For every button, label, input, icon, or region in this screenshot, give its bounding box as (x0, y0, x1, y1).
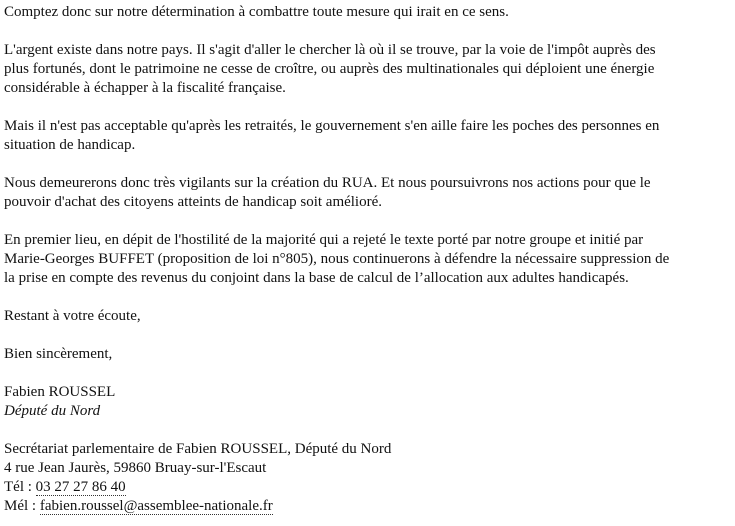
phone-link[interactable]: 03 27 27 86 40 (35, 479, 126, 495)
paragraph-spacer (4, 98, 727, 117)
phone-label: Tél : (4, 479, 36, 495)
paragraph-spacer (4, 326, 727, 345)
paragraph-line: Comptez donc sur notre détermination à combattre toute mesure qui irait en ce sens. (4, 4, 509, 20)
paragraph-line: pouvoir d'achat des citoyens atteints de handicap soit amélioré. (4, 194, 383, 210)
paragraph-line: En premier lieu, en dépit de l'hostilité de la majorité qui a rejeté le texte porté par notre groupe et initié par (4, 232, 644, 248)
paragraph-spacer (4, 212, 727, 231)
phone-line (4, 478, 727, 497)
signature-title: Député du Nord (4, 403, 101, 419)
email-link[interactable]: fabien.roussel@assemblee-nationale.fr (39, 498, 273, 514)
secretariat-line: Secrétariat parlementaire de Fabien ROUSSEL, Député du Nord (4, 441, 392, 457)
closing-salutation: Bien sincèrement, (4, 346, 113, 362)
paragraph-spacer (4, 421, 727, 440)
paragraph-line: la prise en compte des revenus du conjoint dans la base de calcul de l’allocation aux adultes handicapés. (4, 270, 629, 286)
paragraph-line: Mais il n'est pas acceptable qu'après les retraités, le gouvernement s'en aille faire les poches des personnes en (4, 118, 660, 134)
paragraph-line: L'argent existe dans notre pays. Il s'agit d'aller le chercher là où il se trouve, par la voie de l'impôt auprès des (4, 42, 656, 58)
paragraph-line: situation de handicap. (4, 137, 136, 153)
paragraph-spacer (4, 22, 727, 41)
paragraph-line: Marie-Georges BUFFET (proposition de loi n°805), nous continuerons à défendre la nécessaire suppression de (4, 251, 670, 267)
email-label: Mél : (4, 498, 40, 514)
paragraph-spacer (4, 288, 727, 307)
paragraph-spacer (4, 155, 727, 174)
paragraph-spacer (4, 364, 727, 383)
email-line (4, 497, 727, 516)
paragraph-line: plus fortunés, dont le patrimoine ne cesse de croître, ou auprès des multinationales qui déploient une énergie (4, 61, 655, 77)
address-line: 4 rue Jean Jaurès, 59860 Bruay-sur-l'Escaut (4, 460, 267, 476)
signature-name: Fabien ROUSSEL (4, 384, 116, 400)
closing-line: Restant à votre écoute, (4, 308, 141, 324)
paragraph-line: Nous demeurerons donc très vigilants sur la création du RUA. Et nous poursuivrons nos actions pour que le (4, 175, 651, 191)
paragraph-line: considérable à échapper à la fiscalité française. (4, 80, 286, 96)
